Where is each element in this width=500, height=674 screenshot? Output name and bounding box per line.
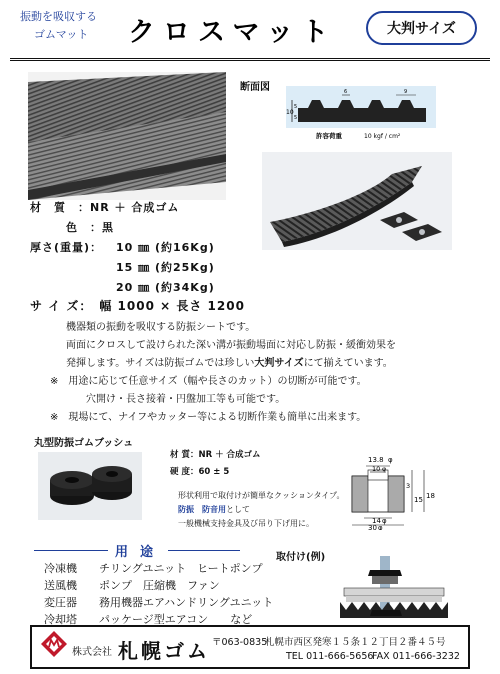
dim-9: 9 (404, 89, 408, 95)
use-row-2 (44, 577, 220, 593)
bushing-2 (92, 466, 132, 500)
thickness-value-1: 10 ㎜ (約16Kg) (116, 241, 215, 254)
bushing-note-1: 形状利用で取付けが簡単なクッションタイプ。 (178, 491, 345, 500)
dim-inner-phi: φ (382, 465, 387, 473)
tagline-line-1: 振動を吸収する (20, 10, 97, 23)
desc-line-3 (66, 354, 393, 369)
desc-line-3-pre: 発揮します。サイズは防振ゴムでは珍しい (66, 358, 255, 369)
dim-30-value: 30 (368, 524, 377, 530)
company-name: 札幌ゴム (118, 639, 210, 663)
dim-6: 6 (344, 89, 348, 95)
use-row-1 (44, 560, 263, 576)
thickness-row: 厚さ(重量)： (30, 241, 103, 254)
company-tel: TEL 011-666-5656 (286, 651, 374, 662)
desc-line-4: ※ 用途に応じて任意サイズ（幅や長さのカット）の切断が可能です。 (50, 376, 367, 387)
size-badge-label: 大判サイズ (387, 21, 456, 37)
dim-top-value: 13.8 (368, 456, 384, 464)
material-label: 材 質 (30, 201, 66, 214)
postal-code: 〒063-0835 (212, 637, 268, 648)
use-row-3-category: 変圧器 (44, 596, 77, 609)
cross-section-diagram (286, 86, 436, 144)
use-row-3 (44, 594, 273, 610)
dim-14-value: 14 (372, 517, 381, 525)
uses-heading: 用途 (115, 545, 166, 560)
dim-height: 10 (286, 109, 294, 116)
size-row: サ イ ズ： 幅 1000 × 長さ 1200 (30, 299, 245, 313)
dim-3: 3 (406, 482, 411, 490)
company-prefix: 株式会社 (72, 647, 112, 658)
size-badge (366, 11, 477, 45)
dim-5b: 5 (294, 115, 298, 121)
bushing-note-3: 一般機械支持金具及び吊り下げ用に。 (178, 519, 314, 528)
desc-line-1: 機器類の振動を吸収する防振シートです。 (66, 322, 256, 333)
bushing-hardness-value: 60 ± 5 (198, 467, 230, 477)
dim-top-phi: φ (388, 456, 393, 464)
color-label: 色 (66, 221, 78, 234)
desc-line-3-post: にて揃えています。 (303, 358, 393, 369)
company-logo-icon (40, 630, 68, 658)
size-label: サ イ ズ (30, 299, 80, 313)
bushing-hardness: 硬 度：60 ± 5 (170, 467, 230, 477)
use-row-1-category: 冷凍機 (44, 562, 77, 575)
use-row-1-items: チリングユニット ヒートポンプ (99, 562, 263, 575)
use-row-2-category: 送風機 (44, 579, 77, 592)
bushing-photo (38, 452, 142, 520)
desc-line-2: 両面にクロスして設けられた深い溝が振動場面に対応し防振・緩衝効果を (66, 340, 396, 351)
use-row-4-items: パッケージ型エアコン など (99, 613, 253, 626)
size-value: 幅 1000 × 長さ 1200 (99, 299, 245, 313)
bushing-note-2 (178, 504, 250, 515)
material-row: 材 質 ：NR ＋ 合成ゴム (30, 201, 180, 214)
mount-example-diagram (336, 556, 452, 622)
company-address: 札幌市西区発寒１５条１２丁目２番４５号 (265, 637, 446, 648)
dim-15: 15 (414, 496, 423, 504)
dim-18: 18 (426, 492, 435, 500)
rubber-strip-photo (262, 152, 452, 250)
load-label: 許容荷重 (316, 132, 342, 140)
dim-5a: 5 (294, 104, 298, 110)
thickness-value-3: 20 ㎜ (約34Kg) (116, 281, 215, 294)
thickness-label: 厚さ(重量) (30, 241, 91, 254)
desc-line-5: 穴開け・長さ接着・円盤加工等も可能です。 (86, 394, 286, 405)
dim-inner-value: 10 (372, 465, 381, 473)
mount-example-label: 取付け(例) (276, 552, 326, 563)
cross-section-label: 断面図 (240, 82, 270, 93)
rubber-mat-photo (28, 72, 226, 200)
material-value: NR ＋ 合成ゴム (90, 201, 180, 214)
use-row-4-category: 冷却塔 (44, 613, 77, 626)
bushing-material-label: 材 質 (170, 450, 190, 460)
use-row-3-items: 務用機器エアハンドリングユニット (99, 596, 274, 609)
desc-line-3-bold: 大判サイズ (254, 358, 304, 369)
uses-rule-left (34, 550, 108, 551)
bushing-note-2-blue: 防振 防音用 (178, 505, 226, 514)
load-value: 10 kgf / cm² (364, 133, 401, 140)
bushing-drawing (346, 450, 446, 530)
uses-rule-right (168, 550, 240, 551)
use-row-2-items: ポンプ 圧縮機 ファン (99, 579, 220, 592)
bushing-note-2-post: として (226, 505, 250, 514)
dim-14-phi: φ (382, 517, 387, 525)
color-row: 色 ：黒 (66, 221, 114, 234)
bushing-material-value: NR ＋ 合成ゴム (198, 450, 261, 460)
page-title: クロスマット (128, 17, 337, 48)
header-divider (10, 58, 490, 61)
dim-30-phi: φ (378, 524, 383, 530)
desc-line-6: ※ 現場にて、ナイフやカッター等による切断作業も簡単に出来ます。 (50, 412, 367, 423)
thickness-value-2: 15 ㎜ (約25Kg) (116, 261, 215, 274)
company-fax: FAX 011-666-3232 (372, 651, 460, 662)
bushing-hardness-label: 硬 度 (170, 467, 190, 477)
bushing-1 (50, 471, 94, 505)
bushing-material: 材 質：NR ＋ 合成ゴム (170, 450, 261, 460)
color-value: 黒 (102, 221, 114, 234)
tagline-line-2: ゴムマット (34, 28, 89, 41)
bushing-title: 丸型防振ゴムブッシュ (34, 438, 134, 449)
